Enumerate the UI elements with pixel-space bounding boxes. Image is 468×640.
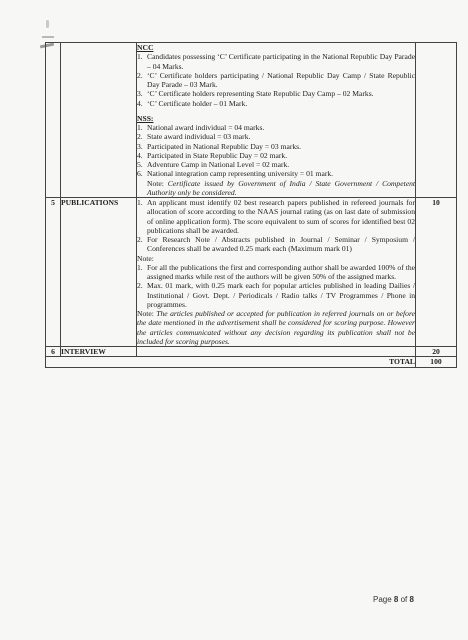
max-cell [416, 43, 457, 198]
page-footer: Page 8 of 8 [373, 595, 414, 604]
max-marks: 10 [416, 198, 457, 347]
publications-note-label: Note: [137, 253, 154, 263]
publications-description [137, 198, 416, 347]
total-label: TOTAL [46, 357, 416, 367]
nss-item: 3. Participated in National Republic Day = 03 marks. [137, 141, 302, 151]
nss-item: 4. Participated in State Republic Day = 02 mark. [137, 150, 288, 160]
total-marks: 100 [416, 357, 457, 367]
nss-item: 5. Adventure Camp in National Level = 02 mark. [137, 160, 290, 169]
publications-note-item: 2. Max. 01 mark, with 0.25 mark each for popular articles published in leading Dailies / Institutional / Govt. Dept. / Periodicals / Radio talks / TV Programmes / Phone in programmes. [137, 281, 415, 309]
ncc-item: 1. Candidates possessing ‘C’ Certificate participating in the National Republic Day Parade – 04 Marks. [137, 52, 415, 71]
sno-cell: 5 [46, 198, 61, 347]
nss-note: Note: Certificate issued by Government of India / State Government / Competent Authority only be considered. [147, 178, 415, 197]
publications-final-note: Note: The articles published or accepted for publication in referred journals on or before the date mentioned in the advertisement shall be considered for scoring purpose. However the articles communicated without any decision regarding its publication shall not be included for scoring purposes. [137, 309, 415, 346]
category-cell [61, 43, 137, 198]
ncc-item: 2. ‘C’ Certificate holders participating / National Republic Day Camp / State Republic Day Parade – 03 Mark. [137, 70, 415, 89]
table-row-interview [46, 347, 457, 357]
table-row-total [46, 357, 457, 367]
publications-item: 1. An applicant must identify 02 best research papers published in refereed journals for allocation of score according to the NAAS journal rating (as on last date of submission of online application form). The score equivalent to sum of scores for identified best 02 publications shall be awarded. [137, 198, 415, 235]
table-row-publications [46, 198, 457, 347]
nss-item: 2. State award individual = 03 mark. [137, 132, 251, 142]
score-table [45, 42, 457, 368]
max-marks: 20 [416, 347, 457, 357]
table-row-ncc-nss [46, 43, 457, 198]
nss-heading: NSS: [137, 113, 154, 123]
nss-item: 1. National award individual = 04 marks. [137, 123, 265, 132]
ncc-item: 3. ‘C’ Certificate holders representing State Republic Day Camp – 02 Marks. [137, 89, 374, 99]
description-cell [137, 347, 416, 357]
ncc-nss-description [137, 43, 416, 198]
sno-cell [46, 43, 61, 198]
ncc-heading: NCC [137, 43, 154, 52]
nss-item: 6. National integration camp representing university = 01 mark. [137, 169, 334, 179]
category-cell: PUBLICATIONS [61, 198, 137, 347]
ncc-item: 4. ‘C’ Certificate holder – 01 Mark. [137, 98, 248, 108]
publications-item: 2. For Research Note / Abstracts published in Journal / Seminar / Symposium / Conferences shall be awarded 0.25 mark each (Maximum mark 01) [137, 235, 415, 254]
category-cell: INTERVIEW [61, 347, 137, 357]
publications-note-item: 1. For all the publications the first and corresponding author shall be awarded 100% of the assigned marks while rest of the authors will be given 50% of the assigned marks. [137, 262, 415, 281]
sno-cell: 6 [46, 347, 61, 357]
